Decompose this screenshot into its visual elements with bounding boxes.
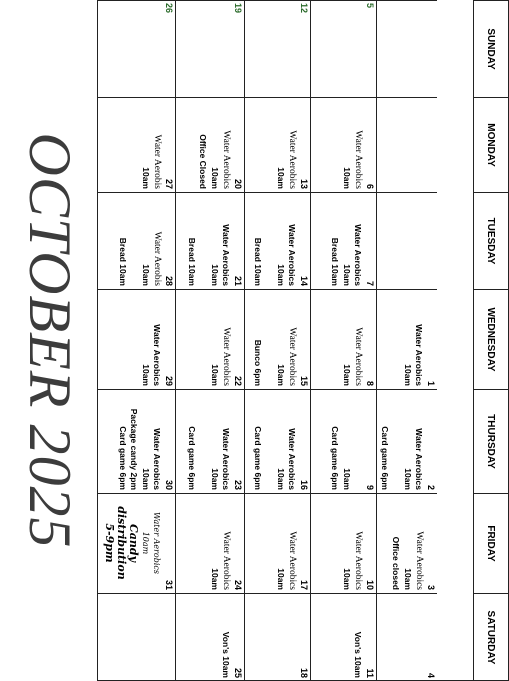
event-text: 10am <box>141 531 150 555</box>
event-text: Water Aerobics <box>221 428 232 490</box>
event-text: 10am <box>342 568 352 590</box>
event-text: Von's 10am <box>221 631 232 678</box>
day-cell <box>244 97 310 192</box>
event-text <box>263 292 275 386</box>
day-cell <box>244 389 310 493</box>
day-number: 2 <box>426 484 436 490</box>
event-text: Bunco 6pm <box>253 339 263 386</box>
day-cell <box>376 593 437 681</box>
event-text: 10am <box>403 364 413 386</box>
day-number: 9 <box>365 484 375 490</box>
day-cell <box>310 493 376 593</box>
event-text: Water Aerobics <box>152 511 162 575</box>
day-number: 6 <box>365 183 375 189</box>
event-text: 10am <box>141 468 151 490</box>
day-cell <box>244 0 310 97</box>
event-text: Water Aerobis <box>152 231 163 286</box>
day-cell <box>310 97 376 192</box>
event-text: Water Aerobics <box>353 531 364 590</box>
day-number: 31 <box>164 579 174 590</box>
day-cell <box>310 192 376 289</box>
event-text: 10am <box>342 364 352 386</box>
day-number: 27 <box>164 178 174 189</box>
day-number: 4 <box>426 672 436 678</box>
day-number: 17 <box>299 579 309 590</box>
event-text: Water Aerobics <box>221 224 232 286</box>
day-header-thursday: THURSDAY <box>473 389 509 493</box>
day-number: 26 <box>164 3 174 14</box>
event-text: Bread 10am <box>187 237 197 286</box>
day-number: 29 <box>164 375 174 386</box>
day-number: 19 <box>233 3 243 14</box>
day-cell <box>244 289 310 389</box>
day-cell <box>244 593 310 681</box>
event-text: Card game 6pm <box>187 426 197 490</box>
day-number: 23 <box>233 479 243 490</box>
event-text: Water Aerobics <box>152 428 163 490</box>
day-number: 12 <box>299 3 309 14</box>
day-number: 24 <box>233 579 243 590</box>
event-text: 10am <box>141 364 151 386</box>
day-number: 10 <box>365 579 375 590</box>
event-text: Water Aerobics <box>221 531 232 590</box>
day-number: 25 <box>233 667 243 678</box>
day-number: 11 <box>365 668 375 678</box>
event-text: Water Aerobics <box>287 130 298 189</box>
day-cell <box>310 389 376 493</box>
event-text <box>128 195 140 286</box>
day-number: 3 <box>426 584 436 590</box>
day-cell <box>310 593 376 681</box>
event-text: 10am <box>403 468 413 490</box>
event-text: 10am <box>276 264 286 286</box>
day-cell <box>97 289 175 389</box>
day-cell <box>175 192 244 289</box>
event-text: 10am <box>141 264 151 286</box>
day-number: 8 <box>365 380 375 386</box>
event-text: Water Aerobics <box>221 327 232 386</box>
day-cell <box>97 593 175 681</box>
day-cell <box>376 389 437 493</box>
day-number: 5 <box>365 3 375 9</box>
day-header-tuesday: TUESDAY <box>473 192 509 289</box>
event-text: 10am <box>342 167 352 189</box>
event-text: Water Aerobics <box>221 130 232 189</box>
event-text <box>197 392 209 490</box>
day-number: 22 <box>233 375 243 386</box>
event-text: 10am <box>141 167 151 189</box>
event-text: 10am <box>210 364 220 386</box>
event-text: 10am <box>210 264 220 286</box>
day-header-monday: MONDAY <box>473 97 509 192</box>
event-text <box>263 195 275 286</box>
event-text: Package candy 2pm <box>129 408 140 490</box>
day-cell <box>244 493 310 593</box>
calendar-grid <box>100 0 509 681</box>
day-cell <box>310 0 376 97</box>
event-text: Bread 10am <box>253 237 263 286</box>
event-text: Water Aerobics <box>414 428 425 490</box>
event-text: Water Aerobics <box>414 531 425 590</box>
day-cell <box>175 289 244 389</box>
day-cell <box>175 389 244 493</box>
event-text: Card game 6pm <box>330 426 341 490</box>
event-text: 10am <box>276 167 286 189</box>
day-cell <box>175 0 244 97</box>
event-text: Von's 10am <box>353 631 364 678</box>
event-text: Water Aerobis <box>152 134 163 189</box>
day-cell <box>97 0 175 97</box>
day-header-saturday: SATURDAY <box>473 593 509 681</box>
event-text <box>390 392 402 490</box>
day-header-wednesday: WEDNESDAY <box>473 289 509 389</box>
day-number: 14 <box>299 275 309 286</box>
day-cell <box>175 97 244 192</box>
calendar-title: OCTOBER 2025 <box>17 132 83 549</box>
event-text: Office closed <box>391 536 402 590</box>
day-cell <box>376 97 437 192</box>
event-text: 10am <box>210 468 220 490</box>
day-cell <box>97 493 175 593</box>
event-text: 10am <box>342 264 352 286</box>
event-text: 10am <box>276 468 286 490</box>
event-text: Bread 10am <box>330 237 341 286</box>
day-cell <box>97 97 175 192</box>
event-text: Bread 10am <box>118 237 128 286</box>
event-text: Water Aerobics <box>414 324 425 386</box>
day-number: 28 <box>164 275 174 286</box>
day-number: 7 <box>365 280 375 286</box>
day-cell <box>244 192 310 289</box>
event-text: 10am <box>342 468 352 490</box>
day-cell <box>97 192 175 289</box>
day-cell <box>376 493 437 593</box>
event-text: Water Aerobics <box>287 224 298 286</box>
day-number: 20 <box>233 178 243 189</box>
event-text: Card game 6pm <box>118 426 128 490</box>
day-cell <box>376 0 437 97</box>
event-text: 10am <box>210 167 220 189</box>
day-header-friday: FRIDAY <box>473 493 509 593</box>
day-number: 1 <box>426 380 436 386</box>
event-text: Water Aerobics <box>152 324 163 386</box>
day-header-sunday: SUNDAY <box>473 0 509 97</box>
event-text: Card game 6pm <box>253 426 263 490</box>
day-number: 18 <box>299 667 309 678</box>
event-text: Water Aerobics <box>287 327 298 386</box>
event-text: Water Aerobics <box>287 531 298 590</box>
day-number: 15 <box>299 375 309 386</box>
day-cell <box>175 593 244 681</box>
event-text: 10am <box>403 568 413 590</box>
day-number: 13 <box>299 178 309 189</box>
event-text: Water Aerobics <box>353 130 364 189</box>
day-cell <box>175 493 244 593</box>
day-number: 21 <box>233 275 243 286</box>
event-text: Water Aerobics <box>353 327 364 386</box>
event-text <box>352 392 364 490</box>
day-number: 30 <box>164 479 174 490</box>
day-cell <box>376 289 437 389</box>
event-text: Card game 6pm <box>380 426 390 490</box>
event-text: Candy distribution <box>115 506 141 580</box>
event-text <box>263 392 275 490</box>
event-text: 10am <box>276 364 286 386</box>
event-text <box>197 195 209 286</box>
event-text: 10am <box>210 568 220 590</box>
day-number: 16 <box>299 479 309 490</box>
day-cell <box>376 192 437 289</box>
event-text: Water Aerobics <box>287 428 298 490</box>
event-text: 10am <box>276 568 286 590</box>
day-cell <box>97 389 175 493</box>
day-cell <box>310 289 376 389</box>
event-text: Water Aerobics <box>353 224 364 286</box>
event-text: Office Closed <box>198 134 209 189</box>
event-text: 5-9pm <box>103 523 117 563</box>
